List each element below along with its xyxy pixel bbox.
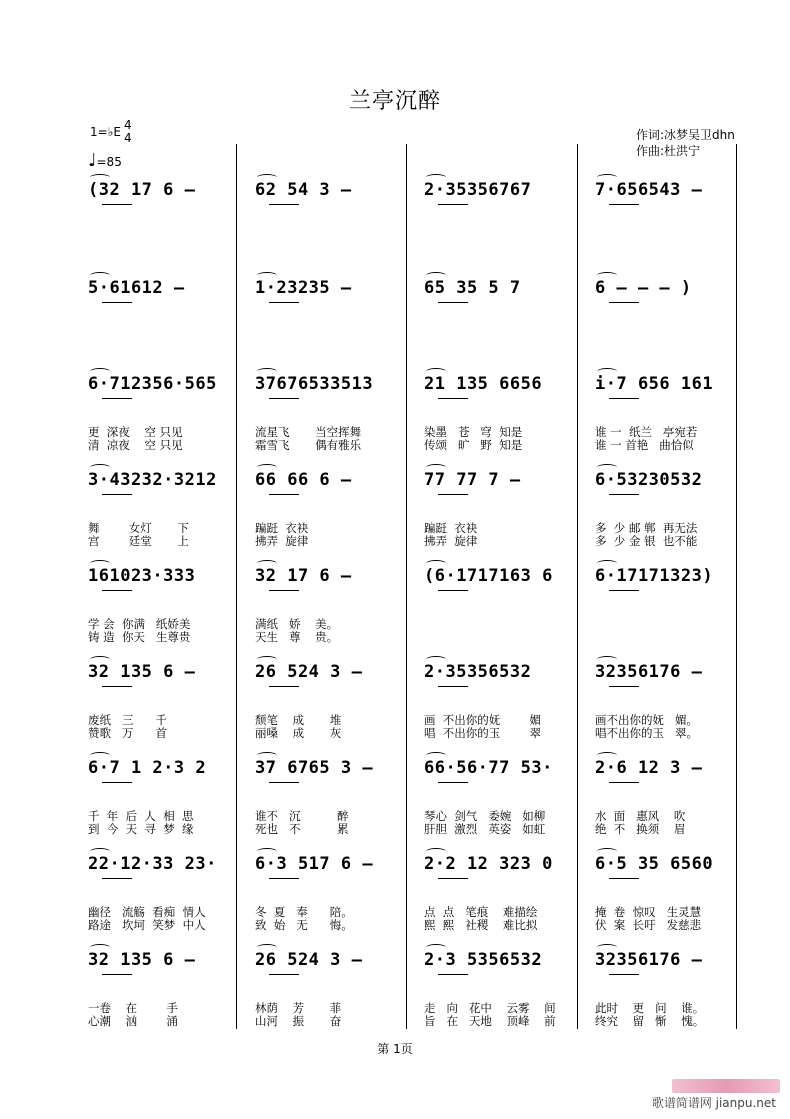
lyric-line: 拂弄 旋律 <box>424 534 478 548</box>
measure-notes: 22·12·33 23· <box>88 854 217 874</box>
slur-arc <box>426 174 446 181</box>
lyric-line: 铸 造 你天 生尊贵 <box>88 630 191 644</box>
lyric-line: 死也 不 累 <box>255 822 349 836</box>
lyric-line: 谁不 沉 醉 <box>255 809 349 823</box>
slur-arc <box>426 848 446 855</box>
beam-underline <box>102 494 132 495</box>
measure-notes: 2·3 5356532 <box>424 950 543 970</box>
measure-notes: 32 135 6 – <box>88 950 196 970</box>
slur-arc <box>257 174 277 181</box>
slur-arc <box>426 752 446 759</box>
tempo-value: =85 <box>96 155 122 169</box>
lyric-line: 唱不出你的玉 翠。 <box>595 726 698 740</box>
beam-underline <box>609 494 639 495</box>
slur-arc <box>257 368 277 375</box>
beam-underline <box>269 974 299 975</box>
measure-notes: 2·2 12 323 0 <box>424 854 553 874</box>
slur-arc <box>90 560 110 567</box>
lyric-line: 水 面 惠风 吹 <box>595 809 686 823</box>
slur-arc <box>90 464 110 471</box>
lyric-line: 谁 一 纸兰 亭宛若 <box>595 425 698 439</box>
lyric-line: 天生 尊 贵。 <box>255 630 339 644</box>
slur-arc <box>90 656 110 663</box>
slur-arc <box>257 848 277 855</box>
slur-arc <box>257 464 277 471</box>
beam-underline <box>438 302 468 303</box>
measure-notes: 5·61612 – <box>88 278 185 298</box>
measure-notes: 37676533513 <box>255 374 374 394</box>
slur-arc <box>597 656 617 663</box>
beam-underline <box>609 204 639 205</box>
slur-arc <box>90 174 110 181</box>
lyric-line: 谁 一 首艳 曲恰似 <box>595 438 694 452</box>
lyric-line: 画 不出你的妩 媚 <box>424 713 542 727</box>
measure-notes: i·7 656 161 <box>595 374 714 394</box>
slur-arc <box>597 368 617 375</box>
measure-notes: 21 135 6656 <box>424 374 543 394</box>
lyric-line: 伏 案 长吁 发慈悲 <box>595 918 702 932</box>
quarter-note-icon: ♩ <box>88 150 97 171</box>
time-top: 4 <box>124 118 132 132</box>
measure-notes: 2·35356767 <box>424 180 532 200</box>
measure-notes: 6·53230532 <box>595 470 703 490</box>
lyric-line: 熙 熙 社稷 难比拟 <box>424 918 538 932</box>
beam-underline <box>269 590 299 591</box>
lyric-line: 更 深夜 空 只见 <box>88 425 183 439</box>
slur-arc <box>597 944 617 951</box>
beam-underline <box>269 878 299 879</box>
lyric-line: 废纸 三 千 <box>88 713 167 727</box>
measure-notes: 26 524 3 – <box>255 662 363 682</box>
slur-arc <box>257 272 277 279</box>
lyric-line: 多 少 金 银 也不能 <box>595 534 698 548</box>
lyric-line: 画不出你的妩 媚。 <box>595 713 698 727</box>
lyric-line: 拂弄 旋律 <box>255 534 309 548</box>
lyric-line: 染墨 苍 穹 知是 <box>424 425 523 439</box>
measure-notes: 3·43232·3212 <box>88 470 217 490</box>
slur-arc <box>426 656 446 663</box>
slur-arc <box>597 464 617 471</box>
lyric-line: 心潮 汹 涌 <box>88 1014 178 1028</box>
beam-underline <box>438 590 468 591</box>
measure-notes: 6·5 35 6560 <box>595 854 714 874</box>
key-accidental: ♭E <box>107 125 121 139</box>
measure-notes: 2·35356532 <box>424 662 532 682</box>
slur-arc <box>597 272 617 279</box>
lyric-line: 舞 女灯 下 <box>88 521 189 535</box>
slur-arc <box>426 272 446 279</box>
slur-arc <box>426 464 446 471</box>
beam-underline <box>609 590 639 591</box>
beam-underline <box>269 204 299 205</box>
barline <box>236 144 237 1029</box>
measure-notes: 1·23235 – <box>255 278 352 298</box>
measure-notes: 6·3 517 6 – <box>255 854 374 874</box>
measure-notes: 6·712356·565 <box>88 374 217 394</box>
beam-underline <box>438 782 468 783</box>
time-bottom: 4 <box>124 131 132 145</box>
measure-notes: (32 17 6 – <box>88 180 196 200</box>
lyric-line: 绝 不 换须 眉 <box>595 822 686 836</box>
slur-arc <box>257 656 277 663</box>
beam-underline <box>438 686 468 687</box>
lyric-line: 赞歌 万 首 <box>88 726 167 740</box>
slur-arc <box>90 848 110 855</box>
beam-underline <box>102 590 132 591</box>
slur-arc <box>90 752 110 759</box>
lyric-line: 幽径 流觞 看痴 情人 <box>88 905 206 919</box>
lyric-line: 此时 更 问 谁。 <box>595 1001 705 1015</box>
beam-underline <box>269 302 299 303</box>
lyric-line: 传颂 旷 野 知是 <box>424 438 523 452</box>
measure-notes: 6·7 1 2·3 2 <box>88 758 207 778</box>
slur-arc <box>257 560 277 567</box>
slur-arc <box>426 944 446 951</box>
beam-underline <box>609 686 639 687</box>
measure-notes: 77 77 7 – <box>424 470 521 490</box>
beam-underline <box>269 782 299 783</box>
lyric-line: 点 点 笔痕 难描绘 <box>424 905 538 919</box>
lyric-line: 多 少 邮 郸 再无法 <box>595 521 698 535</box>
measure-notes: 37 6765 3 – <box>255 758 374 778</box>
measure-notes: 62 54 3 – <box>255 180 352 200</box>
lyric-line: 丽嗓 成 灰 <box>255 726 342 740</box>
lyric-line: 掩 卷 惊叹 生灵慧 <box>595 905 702 919</box>
lyric-line: 走 向 花中 云雾 间 <box>424 1001 556 1015</box>
lyric-line: 蹁跹 衣袂 <box>424 521 478 535</box>
measure-notes: 65 35 5 7 <box>424 278 521 298</box>
slur-arc <box>257 752 277 759</box>
lyric-line: 宫 廷堂 上 <box>88 534 189 548</box>
lyric-line: 学 会 你满 纸娇美 <box>88 617 191 631</box>
slur-arc <box>597 560 617 567</box>
barline <box>406 144 407 1029</box>
measure-notes: 6 – – – ) <box>595 278 692 298</box>
measure-notes: 32 135 6 – <box>88 662 196 682</box>
site-name: 歌谱简谱网 jianpu.net <box>651 1096 776 1110</box>
beam-underline <box>102 302 132 303</box>
measure-notes: 7·656543 – <box>595 180 703 200</box>
measure-notes: 161023·333 <box>88 566 196 586</box>
slur-arc <box>597 174 617 181</box>
lyric-line: 路途 坎坷 笑梦 中人 <box>88 918 206 932</box>
beam-underline <box>438 974 468 975</box>
lyric-line: 流星飞 当空挥舞 <box>255 425 362 439</box>
lyric-line: 冬 夏 奉 陪。 <box>255 905 353 919</box>
barline <box>736 144 737 1029</box>
lyric-line: 到 今 天 寻 梦 缘 <box>88 822 194 836</box>
lyric-line: 蹁跹 衣袂 <box>255 521 309 535</box>
lyric-line: 琴心 剑气 委婉 如柳 <box>424 809 546 823</box>
measure-notes: 32356176 – <box>595 662 703 682</box>
slur-arc <box>426 560 446 567</box>
key-signature <box>90 118 132 145</box>
beam-underline <box>438 398 468 399</box>
key-prefix: 1= <box>90 125 108 139</box>
lyric-line: 清 凉夜 空 只见 <box>88 438 183 452</box>
beam-underline <box>102 878 132 879</box>
beam-underline <box>438 204 468 205</box>
beam-underline <box>102 398 132 399</box>
lyric-line: 致 始 无 悔。 <box>255 918 353 932</box>
measure-notes: 6·17171323) <box>595 566 714 586</box>
measure-notes: 66 66 6 – <box>255 470 352 490</box>
lyric-line: 霜雪飞 偶有雅乐 <box>255 438 362 452</box>
beam-underline <box>269 494 299 495</box>
slur-arc <box>90 368 110 375</box>
credits <box>636 127 735 159</box>
slur-arc <box>257 944 277 951</box>
composer: 作曲:杜洪宁 <box>636 144 701 158</box>
measure-notes: (6·1717163 6 <box>424 566 553 586</box>
slur-arc <box>90 944 110 951</box>
score-title: 兰亭沉醉 <box>348 89 441 114</box>
beam-underline <box>102 204 132 205</box>
time-signature <box>124 119 132 145</box>
measure-notes: 26 524 3 – <box>255 950 363 970</box>
slur-arc <box>597 752 617 759</box>
beam-underline <box>438 494 468 495</box>
beam-underline <box>269 686 299 687</box>
lyric-line: 终究 留 惭 愧。 <box>595 1014 705 1028</box>
measure-notes: 32356176 – <box>595 950 703 970</box>
measure-notes: 2·6 12 3 – <box>595 758 703 778</box>
beam-underline <box>102 686 132 687</box>
beam-underline <box>609 974 639 975</box>
measure-notes: 32 17 6 – <box>255 566 352 586</box>
lyric-line: 唱 不出你的玉 翠 <box>424 726 542 740</box>
slur-arc <box>597 848 617 855</box>
lyric-line: 旨 在 天地 顶峰 前 <box>424 1014 556 1028</box>
beam-underline <box>609 782 639 783</box>
page-number: 第 1页 <box>377 1042 413 1056</box>
lyric-line: 颓笔 成 堆 <box>255 713 342 727</box>
beam-underline <box>269 398 299 399</box>
slur-arc <box>90 272 110 279</box>
lyric-line: 一卷 在 手 <box>88 1001 178 1015</box>
beam-underline <box>609 302 639 303</box>
lyric-line: 千 年 后 人 相 思 <box>88 809 194 823</box>
beam-underline <box>102 782 132 783</box>
lyric-line: 肝胆 激烈 英姿 如虹 <box>424 822 546 836</box>
beam-underline <box>102 974 132 975</box>
tempo-marking <box>88 150 122 171</box>
beam-underline <box>609 398 639 399</box>
lyric-line: 林荫 芳 菲 <box>255 1001 342 1015</box>
barline <box>577 144 578 1029</box>
lyricist: 作词:冰梦吴卫dhn <box>636 128 735 142</box>
measure-notes: 66·56·77 53· <box>424 758 553 778</box>
slur-arc <box>426 368 446 375</box>
beam-underline <box>438 878 468 879</box>
beam-underline <box>609 878 639 879</box>
watermark-logo <box>672 1079 780 1093</box>
lyric-line: 满纸 娇 美。 <box>255 617 339 631</box>
lyric-line: 山河 振 奋 <box>255 1014 342 1028</box>
